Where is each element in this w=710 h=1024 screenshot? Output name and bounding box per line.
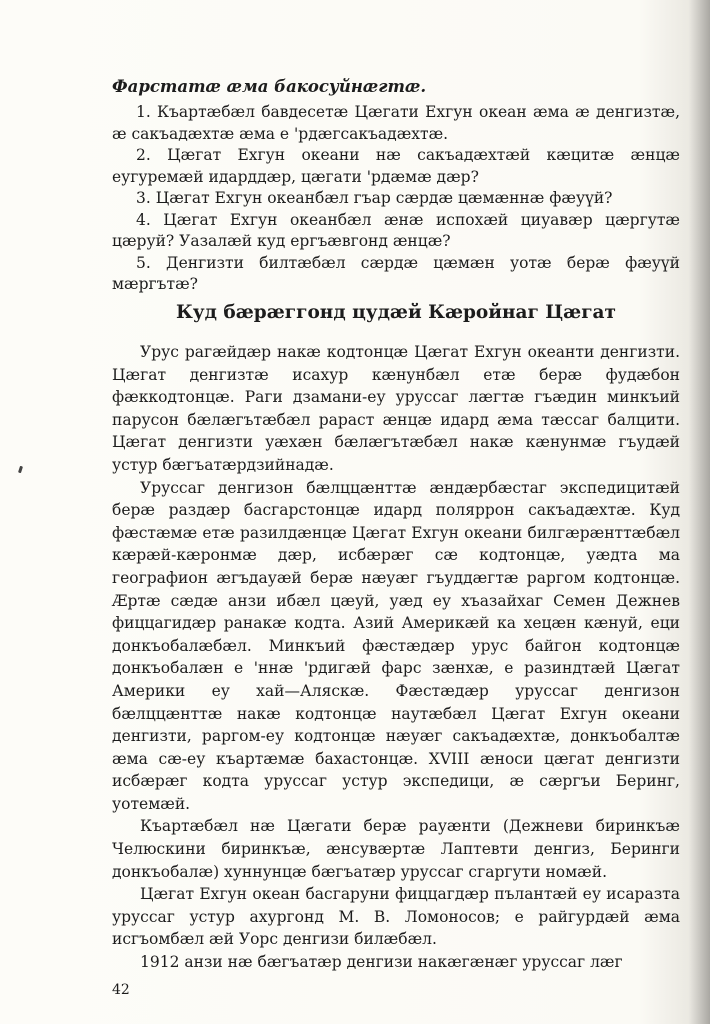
questions-list — [112, 102, 680, 296]
body-paragraph: 1912 анзи нæ бæгъатæр денгизи накæгæнæг уруссаг лæг — [140, 953, 623, 972]
body-paragraph: Уруссаг денгизон бæлццæнттæ æндæрбæстаг экспедицитæй берæ раздæр басгарстонцæ идард поляррон сакъадæхтæ. Куд фæстæмæ етæ разилдæнцæ Цæгат Ехгун океани билгæрæнттæбæл кæрæй-кæронмæ дæр, исбæрæг сæ кодтонцæ, уæдта ма географион æгъдауæй берæ нæуæг гъуддæгтæ раргом кодтонцæ. Æртæ сæдæ анзи ибæл цæуй, уæд еу хъазайхаг Семен Дежнев фиццагидæр ранакæ кодта. Азий Америкæй ка хецæн кæнуй, еци донкъобалæбæл. Минкъий фæстæдæр урус байгон кодтонцæ донкъобалæн е 'ннæ 'рдигæй фарс зæнхæ, е разиндтæй Цæгат Америки еу хай—Аляскæ. Фæстæдæр уруссаг денгизон бæлццæнттæ накæ кодтонцæ наутæбæл Цæгат Ехгун океани денгизти, раргом-еу кодтонцæ нæуæг сакъадæхтæ, донкъобалтæ æма сæ-еу къартæмæ бахастонцæ. XVIII æноси цæгат денгизти исбæрæг кодта уруссаг устур экспедици, æ сæргъи Беринг, уотемæй. — [112, 478, 680, 813]
body-paragraph: Къартæбæл нæ Цæгати берæ рауæнти (Дежневи биринкъæ Челюскини биринкъæ, æнсувæртæ Лаптевти денгиз, Беринги донкъобалæ) хуннунцæ бæгъатæр уруссаг сгаргути номæй. — [112, 817, 680, 881]
question-item: 5. Денгизти билтæбæл сæрдæ цæмæн уотæ берæ фæуүй мæргътæ? — [112, 253, 680, 293]
page-number: 42 — [112, 982, 130, 998]
body-paragraph: Цæгат Ехгун океан басгаруни фиццагдæр пълантæй еу исаразта уруссаг устур ахургонд М. В. Ломоносов; е райгурдæй æма исгъомбæл æй Уорс денгизи билæбæл. — [112, 885, 680, 949]
body-paragraph: Урус рагæйдæр накæ кодтонцæ Цæгат Ехгун океанти денгизти. Цæгат денгизтæ исахур кæнунбæл етæ берæ фудæбон фæккодтонцæ. Раги дзамани-еу уруссаг лæгтæ гъæдин минкъий парусон бæлæгътæбæл рараст æнцæ идард æма тæссаг балцити. Цæгат денгизти уæхæн бæлæгътæбæл накæ кæнунмæ гъудæй устур бæгъатæрдзийнадæ. — [112, 343, 680, 474]
questions-heading: Фарстатæ æма бакосуйнæгтæ. — [112, 77, 427, 96]
ink-mark — [18, 466, 23, 474]
section-body — [112, 341, 680, 974]
question-item: 3. Цæгат Ехгун океанбæл гъар сæрдæ цæмæннæ фæуүй? — [136, 189, 613, 207]
question-item: 2. Цæгат Ехгун океани нæ сакъадæхтæй кæцитæ æнцæ еугуремæй идарддæр, цæгати 'рдæмæ дæр? — [112, 146, 680, 186]
section-title: Куд бæрæггонд цудæй Кæройнаг Цæгат — [175, 302, 617, 323]
question-item: 4. Цæгат Ехгун океанбæл æнæ испохæй циуавæр цæргутæ цæруй? Уазалæй куд ергъæвгонд æнцæ? — [112, 210, 680, 250]
question-item: 1. Къартæбæл бавдесетæ Цæгати Ехгун океан æма æ денгизтæ, æ сакъадæхтæ æма е 'рдæгсакъадæхтæ. — [112, 103, 680, 143]
